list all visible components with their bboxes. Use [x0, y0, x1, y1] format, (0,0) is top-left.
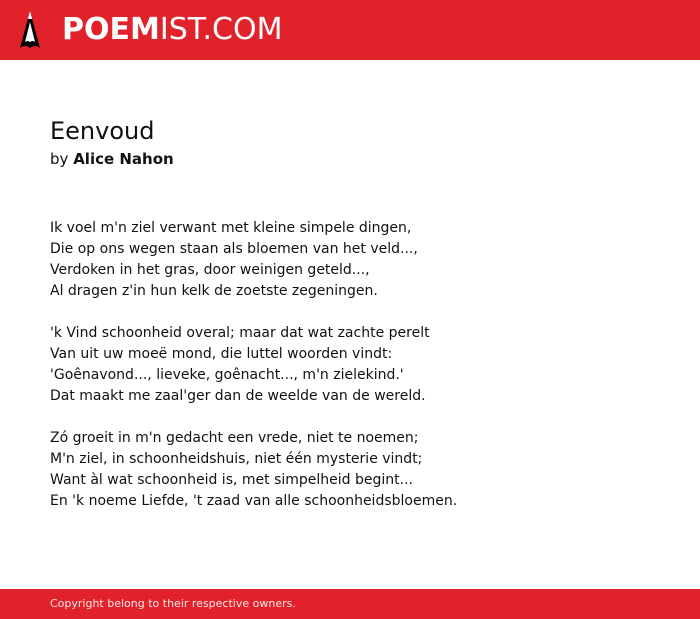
by-label: by: [50, 150, 69, 168]
poem-line: Verdoken in het gras, door weinigen geteld...,: [50, 262, 370, 278]
poem-line: Zó groeit in m'n gedacht een vrede, niet te noemen;: [50, 430, 419, 446]
poem-line: Van uit uw moeë mond, die luttel woorden vindt:: [50, 346, 393, 362]
poem-heading: [50, 115, 650, 170]
poem-line: Want àl wat schoonheid is, met simpelheid begint...: [50, 472, 413, 488]
logo-bold-text: POEM: [62, 12, 160, 47]
byline: [50, 148, 650, 170]
poem-line: Ik voel m'n ziel verwant met kleine simpele dingen,: [50, 220, 412, 236]
site-logo[interactable]: [62, 12, 282, 48]
pencil-tip-icon[interactable]: [18, 10, 42, 52]
site-footer: [0, 589, 700, 619]
poem-body: [50, 218, 670, 533]
poem-line: Al dragen z'in hun kelk de zoetste zegeningen.: [50, 283, 378, 299]
poem-line: Die op ons wegen staan als bloemen van het veld...,: [50, 241, 418, 257]
copyright-notice: Copyright belong to their respective owners.: [50, 597, 296, 610]
site-header: [0, 0, 700, 60]
stanza-2: [50, 323, 670, 407]
poem-line: 'Goênavond..., lieveke, goênacht..., m'n zielekind.': [50, 367, 404, 383]
poem-line: En 'k noeme Liefde, 't zaad van alle schoonheidsbloemen.: [50, 493, 458, 509]
poem-line: Dat maakt me zaal'ger dan de weelde van de wereld.: [50, 388, 426, 404]
logo-light-text: IST.COM: [159, 12, 283, 47]
author-name: Alice Nahon: [73, 150, 174, 168]
poem-line: M'n ziel, in schoonheidshuis, niet één mysterie vindt;: [50, 451, 423, 467]
stanza-1: [50, 218, 670, 302]
poem-title: Eenvoud: [50, 117, 155, 145]
poem-line: 'k Vind schoonheid overal; maar dat wat zachte perelt: [50, 325, 430, 341]
stanza-3: [50, 428, 670, 512]
